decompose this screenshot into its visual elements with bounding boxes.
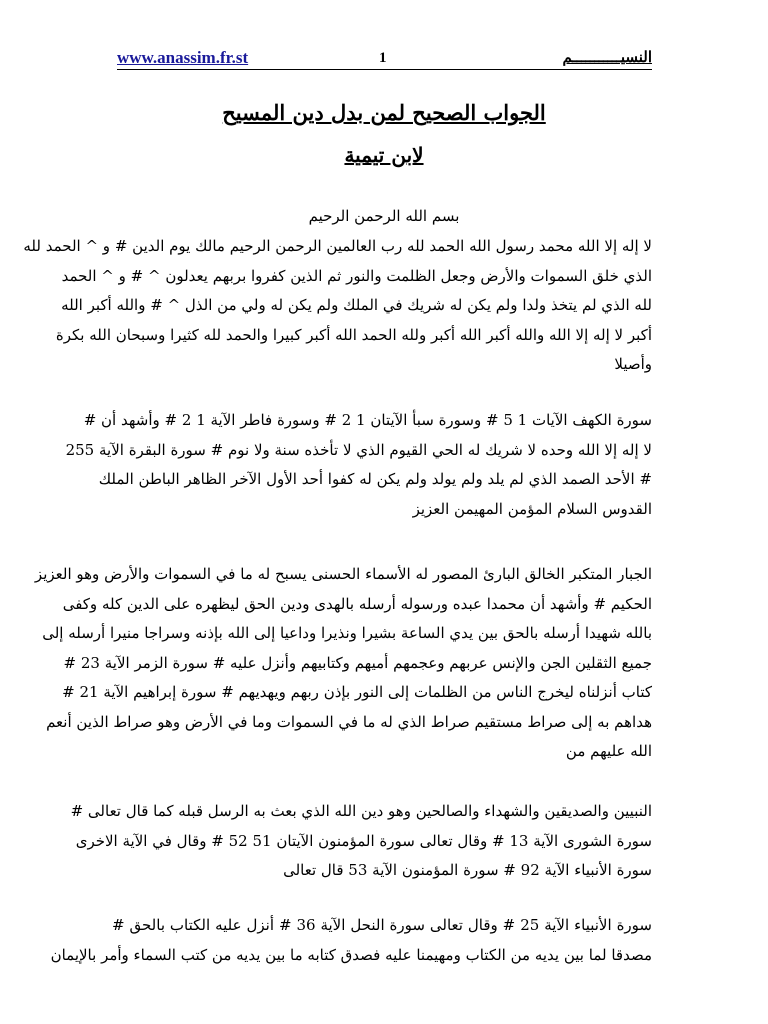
paragraph-line: جميع الثقلين الجن والإنس عربهم وعجمهم أميهم وكتابيهم وأنزل عليه # سورة الزمر الآية 23 # (63, 653, 652, 672)
paragraph-line: سورة الأنبياء الآية 25 # وقال تعالى سورة النحل الآية 36 # أنزل عليه الكتاب بالحق # (112, 916, 652, 934)
paragraph (50, 911, 652, 970)
paragraph-line: سورة الشورى الآية 13 # وقال تعالى سورة المؤمنون الآيتان 51 52 # وقال في الآية الاخرى (75, 831, 652, 850)
document-author: لابن تيمية (344, 143, 424, 167)
paragraph-line: الحكيم # وأشهد أن محمدا عبده ورسوله أرسله بالهدى ودين الحق ليظهره على الدين كله وكفى (62, 594, 652, 613)
page-number: 1 (379, 50, 387, 66)
paragraph-line: الله عليهم من (565, 742, 652, 760)
paragraph (65, 406, 652, 524)
header-title: النسيـــــــــــم (562, 48, 652, 66)
header-divider (117, 69, 652, 70)
paragraph-line: بالله شهيدا أرسله بالحق بين يدي الساعة بشيرا ونذيرا وداعيا إلى الله بإذنه وسراجا منيرا أرسله إلى (42, 624, 652, 642)
basmala-line: بسم الله الرحمن الرحيم (308, 207, 460, 225)
paragraph-line: سورة الأنبياء الآية 92 # سورة المؤمنون الآية 53 قال تعالى (283, 861, 652, 879)
paragraph-line: كتاب أنزلناه ليخرج الناس من الظلمات إلى النور بإذن ربهم ويهديهم # سورة إبراهيم الآية 21 # (62, 683, 652, 701)
paragraph-line: لا إله إلا الله محمد رسول الله الحمد لله رب العالمين الرحمن الرحيم مالك يوم الدين # و ^ الحمد لله (23, 237, 652, 255)
paragraph-line: # الأحد الصمد الذي لم يلد ولم يولد ولم يكن له كفوا أحد الأول الآخر الظاهر الباطن الملك (98, 470, 652, 488)
paragraph-line: وأصيلا (614, 355, 652, 373)
paragraph-line: الذي خلق السموات والأرض وجعل الظلمت والنور ثم الذين كفروا بربهم يعدلون ^ # و ^ الحمد (61, 266, 652, 285)
paragraph-line: مصدقا لما بين يديه من الكتاب ومهيمنا عليه فصدق كتابه ما بين يديه من كتب السماء وأمر بالإيمان (50, 945, 652, 964)
paragraph-line: سورة الكهف الآيات 1 5 # وسورة سبأ الآيتان 1 2 # وسورة فاطر الآية 1 2 # وأشهد أن # (83, 411, 652, 429)
paragraph-line: القدوس السلام المؤمن المهيمن العزيز (412, 499, 652, 518)
site-url-link[interactable]: www.anassim.fr.st (117, 48, 249, 67)
paragraph-line: لله الذي لم يتخذ ولدا ولم يكن له شريك في الملك ولم يكن له ولي من الذل ^ # والله أكبر الله (61, 296, 652, 314)
document-title: الجواب الصحيح لمن بدل دين المسيح (222, 100, 546, 125)
paragraph-line: هداهم به إلى صراط مستقيم صراط الذي له ما في السموات وما في الأرض وهو صراط الذين أنعم (46, 712, 652, 731)
paragraph (70, 797, 652, 886)
paragraph (34, 560, 652, 767)
paragraph (23, 232, 652, 380)
paragraph-line: أكبر لا إله إلا الله والله أكبر الله أكبر ولله الحمد الله أكبر كبيرا والحمد لله كثيرا وسبحان الله بكرة (55, 325, 652, 344)
paragraph-line: الجبار المتكبر الخالق البارئ المصور له الأسماء الحسنى يسبح له ما في السموات والأرض وهو العزيز (34, 565, 652, 583)
paragraph-line: لا إله إلا الله وحده لا شريك له الحي القيوم الذي لا تأخذه سنة ولا نوم # سورة البقرة الآية 255 (65, 440, 652, 459)
paragraph-line: النبيين والصديقين والشهداء والصالحين وهو دين الله الذي بعث به الرسل قبله كما قال تعالى # (70, 802, 652, 820)
page-header (117, 48, 652, 70)
